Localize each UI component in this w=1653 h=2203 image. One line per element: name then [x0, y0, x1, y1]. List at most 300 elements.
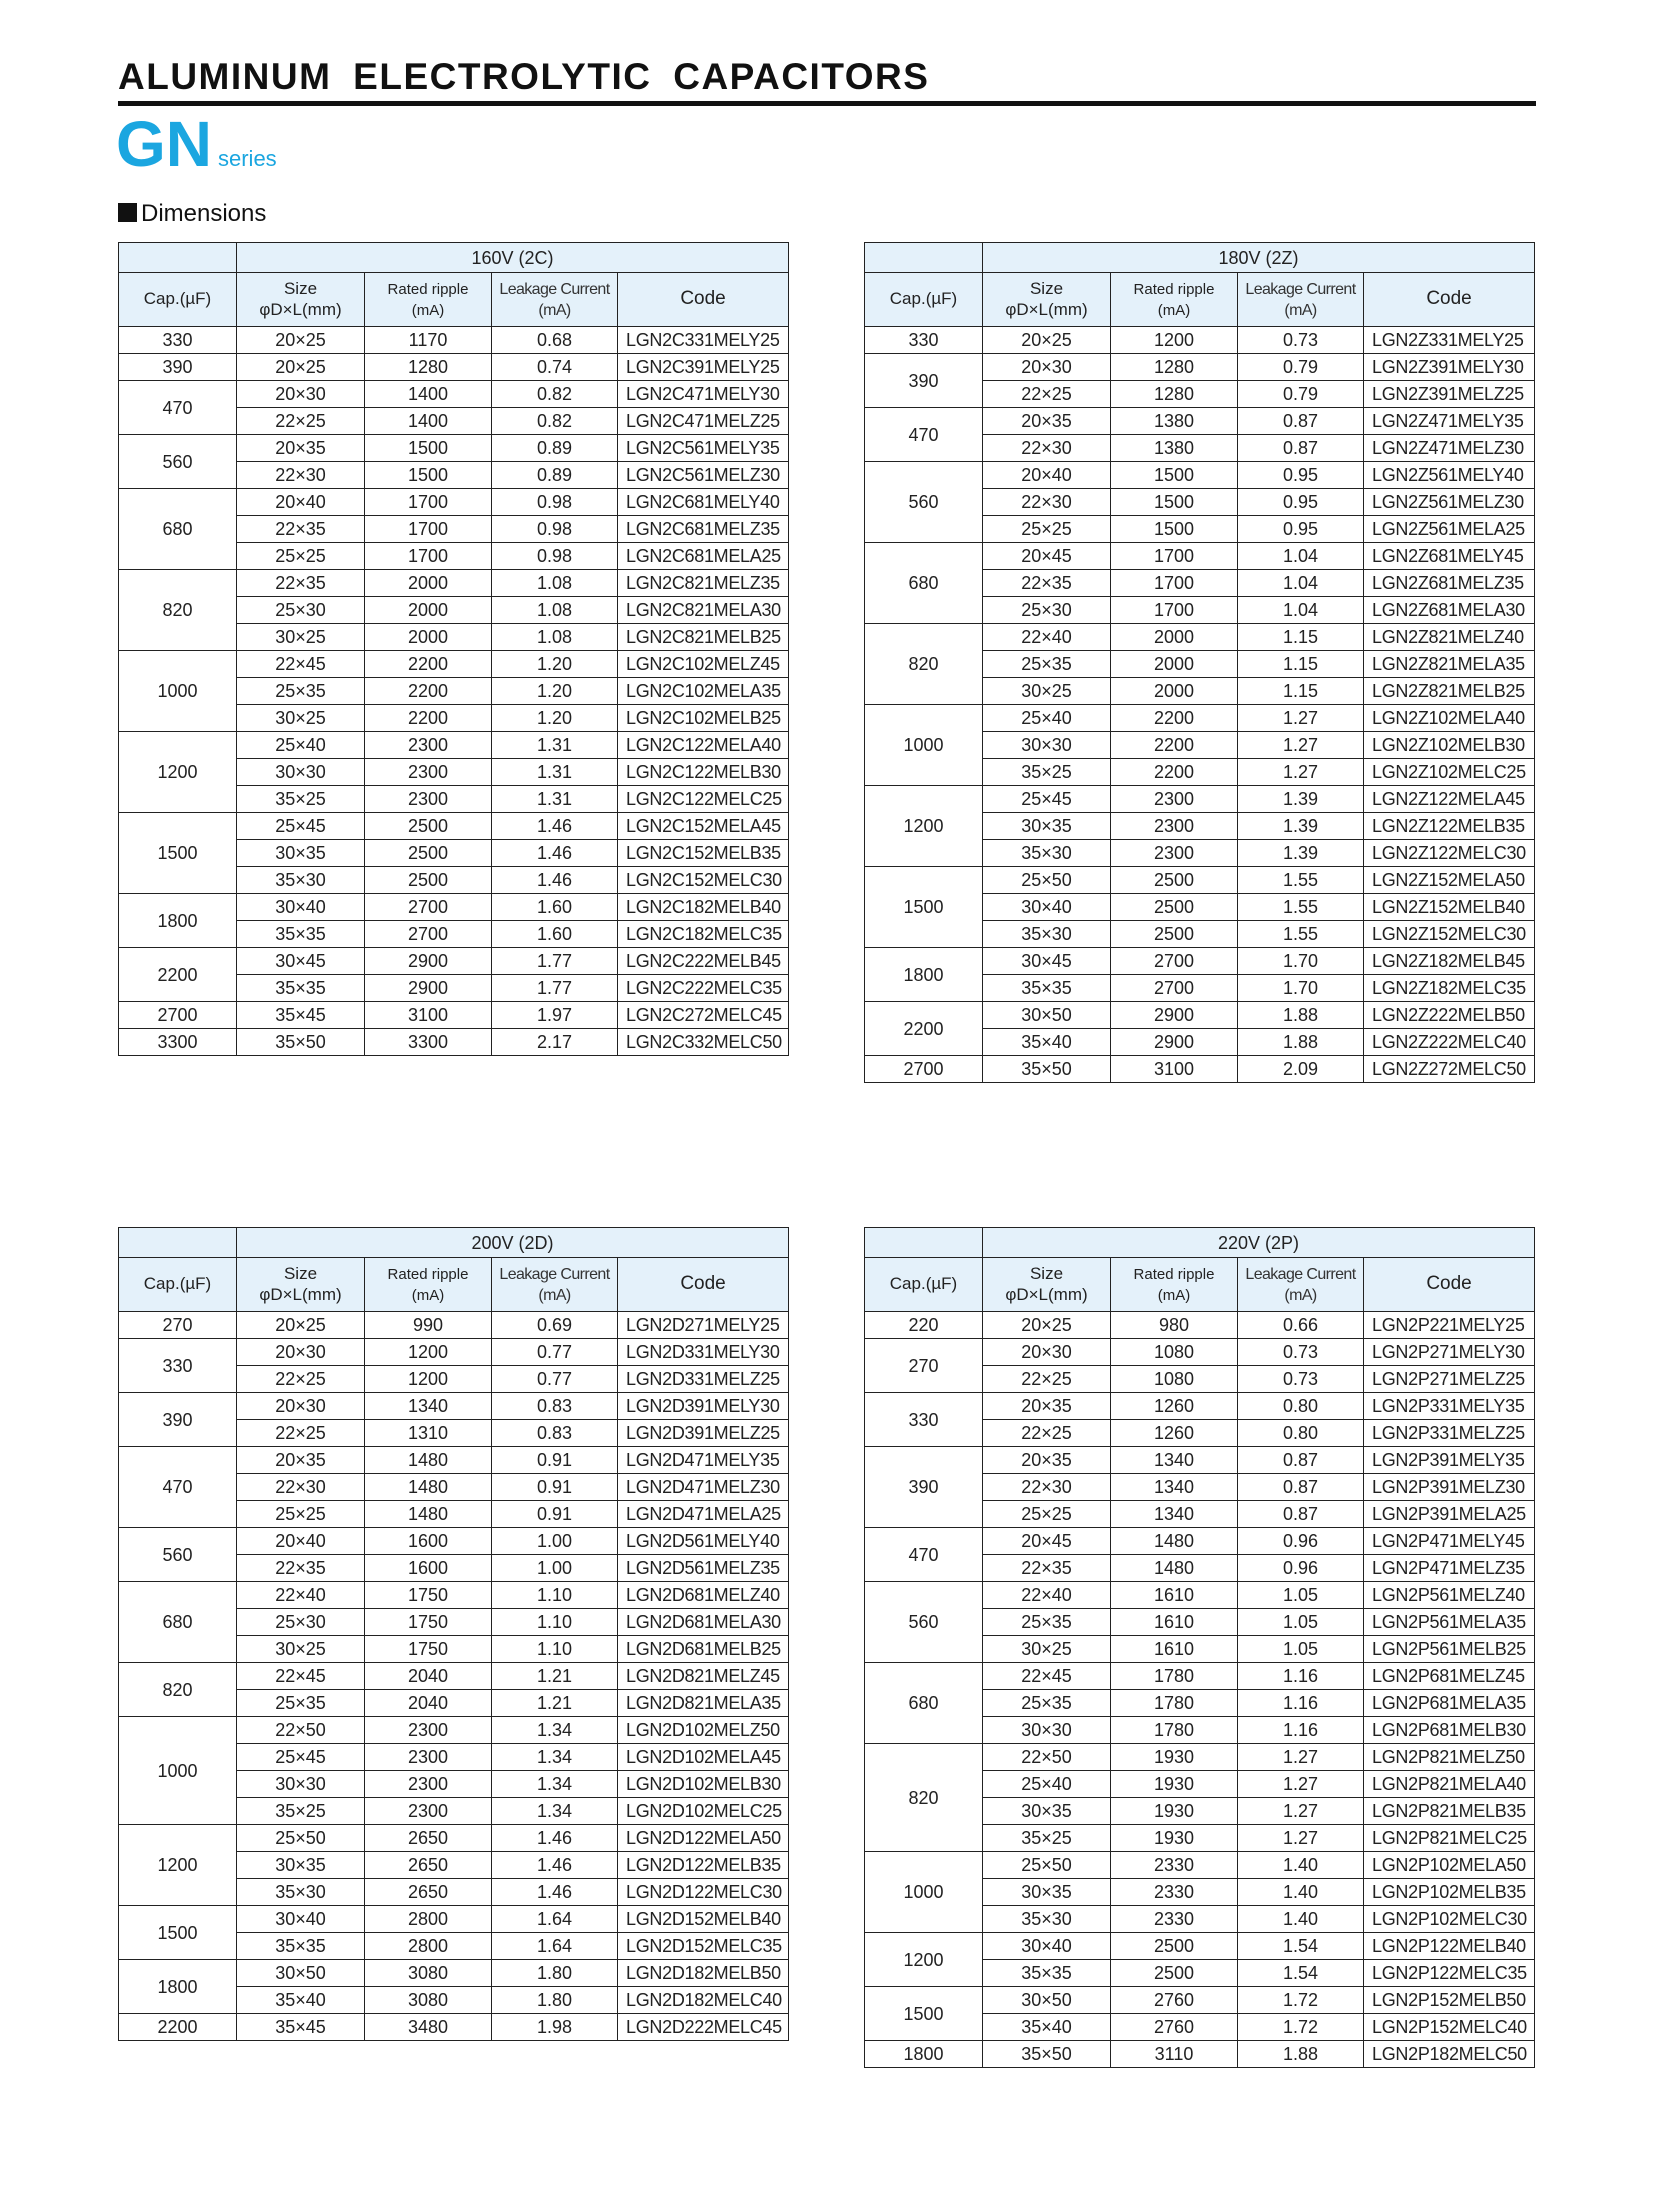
ripple-cell: 2700 — [365, 894, 492, 921]
size-cell: 30×40 — [983, 894, 1111, 921]
leakage-cell: 0.96 — [1238, 1555, 1364, 1582]
leakage-cell: 1.34 — [492, 1717, 618, 1744]
capacitance-cell: 2200 — [119, 948, 237, 1002]
leakage-cell: 1.34 — [492, 1771, 618, 1798]
part-code-cell: LGN2P391MELA25 — [1364, 1501, 1535, 1528]
size-cell: 35×35 — [237, 921, 365, 948]
part-code-cell: LGN2D331MELZ25 — [618, 1366, 789, 1393]
table-row — [119, 1717, 789, 1744]
leakage-cell: 0.89 — [492, 435, 618, 462]
leakage-cell: 0.87 — [1238, 1501, 1364, 1528]
ripple-cell: 2300 — [365, 1771, 492, 1798]
part-code-cell: LGN2P152MELC40 — [1364, 2014, 1535, 2041]
size-cell: 25×40 — [983, 1771, 1111, 1798]
ripple-cell: 3080 — [365, 1960, 492, 1987]
leakage-cell: 1.97 — [492, 1002, 618, 1029]
title-rule — [118, 101, 1536, 106]
leakage-header-line2: (mA) — [538, 301, 571, 319]
part-code-cell: LGN2C152MELB35 — [618, 840, 789, 867]
ripple-cell: 2650 — [365, 1879, 492, 1906]
size-cell: 30×35 — [983, 1798, 1111, 1825]
size-column-header — [983, 273, 1111, 327]
capacitance-cell: 560 — [865, 1582, 983, 1663]
leakage-cell: 1.46 — [492, 867, 618, 894]
ripple-cell: 1610 — [1111, 1582, 1238, 1609]
part-code-cell: LGN2P331MELZ25 — [1364, 1420, 1535, 1447]
part-code-cell: LGN2C561MELY35 — [618, 435, 789, 462]
size-cell: 25×35 — [983, 1690, 1111, 1717]
ripple-cell: 1260 — [1111, 1393, 1238, 1420]
leakage-cell: 0.73 — [1238, 1366, 1364, 1393]
size-cell: 22×30 — [983, 435, 1111, 462]
part-code-cell: LGN2D122MELB35 — [618, 1852, 789, 1879]
size-cell: 30×30 — [983, 732, 1111, 759]
ripple-cell: 3080 — [365, 1987, 492, 2014]
ripple-header-line2: (mA) — [411, 1286, 445, 1304]
voltage-header: 200V (2D) — [237, 1228, 789, 1258]
part-code-cell: LGN2C102MELB25 — [618, 705, 789, 732]
code-column-header: Code — [1364, 273, 1535, 327]
ripple-cell: 3100 — [365, 1002, 492, 1029]
leakage-cell: 1.55 — [1238, 894, 1364, 921]
capacitance-cell: 330 — [865, 1393, 983, 1447]
size-cell: 20×35 — [237, 1447, 365, 1474]
leakage-cell: 1.10 — [492, 1636, 618, 1663]
capacitance-cell: 3300 — [119, 1029, 237, 1056]
part-code-cell: LGN2C222MELB45 — [618, 948, 789, 975]
size-cell: 35×30 — [237, 1879, 365, 1906]
leakage-cell: 1.40 — [1238, 1852, 1364, 1879]
capacitance-cell: 390 — [865, 1447, 983, 1528]
table-row — [119, 1960, 789, 1987]
ripple-cell: 1750 — [365, 1636, 492, 1663]
part-code-cell: LGN2Z821MELB25 — [1364, 678, 1535, 705]
part-code-cell: LGN2P271MELY30 — [1364, 1339, 1535, 1366]
size-cell: 35×25 — [237, 786, 365, 813]
part-code-cell: LGN2D821MELA35 — [618, 1690, 789, 1717]
table-row — [865, 1933, 1535, 1960]
leakage-cell: 1.08 — [492, 597, 618, 624]
leakage-cell: 1.40 — [1238, 1906, 1364, 1933]
part-code-cell: LGN2P152MELB50 — [1364, 1987, 1535, 2014]
part-code-cell: LGN2P821MELB35 — [1364, 1798, 1535, 1825]
leakage-cell: 0.98 — [492, 489, 618, 516]
leakage-cell: 0.69 — [492, 1312, 618, 1339]
capacitance-cell: 330 — [119, 1339, 237, 1393]
leakage-cell: 0.66 — [1238, 1312, 1364, 1339]
ripple-column-header — [365, 1258, 492, 1312]
size-cell: 30×40 — [237, 894, 365, 921]
size-cell: 20×35 — [983, 1447, 1111, 1474]
size-cell: 20×40 — [237, 1528, 365, 1555]
code-column-header: Code — [618, 273, 789, 327]
size-cell: 20×25 — [983, 1312, 1111, 1339]
size-cell: 20×25 — [237, 1312, 365, 1339]
capacitance-cell: 680 — [865, 1663, 983, 1744]
capacitance-cell: 2200 — [865, 1002, 983, 1056]
size-cell: 30×45 — [983, 948, 1111, 975]
leakage-cell: 1.39 — [1238, 840, 1364, 867]
spec-table-180v — [864, 242, 1535, 1083]
leakage-column-header — [492, 273, 618, 327]
ripple-cell: 2500 — [365, 813, 492, 840]
part-code-cell: LGN2Z222MELC40 — [1364, 1029, 1535, 1056]
leakage-cell: 1.20 — [492, 651, 618, 678]
leakage-cell: 1.27 — [1238, 1771, 1364, 1798]
section-heading — [118, 200, 266, 228]
part-code-cell: LGN2D331MELY30 — [618, 1339, 789, 1366]
table-row — [119, 489, 789, 516]
leakage-cell: 1.04 — [1238, 543, 1364, 570]
size-cell: 25×35 — [237, 1690, 365, 1717]
ripple-cell: 3300 — [365, 1029, 492, 1056]
capacitance-cell: 270 — [865, 1339, 983, 1393]
size-cell: 22×25 — [237, 1420, 365, 1447]
table-row — [865, 705, 1535, 732]
ripple-cell: 2300 — [365, 1744, 492, 1771]
leakage-cell: 0.77 — [492, 1339, 618, 1366]
part-code-cell: LGN2D681MELB25 — [618, 1636, 789, 1663]
leakage-cell: 0.77 — [492, 1366, 618, 1393]
ripple-cell: 2900 — [365, 975, 492, 1002]
part-code-cell: LGN2P102MELB35 — [1364, 1879, 1535, 1906]
part-code-cell: LGN2Z102MELA40 — [1364, 705, 1535, 732]
table-row — [865, 624, 1535, 651]
ripple-cell: 1380 — [1111, 408, 1238, 435]
ripple-cell: 1500 — [365, 462, 492, 489]
part-code-cell: LGN2D391MELY30 — [618, 1393, 789, 1420]
ripple-cell: 1930 — [1111, 1744, 1238, 1771]
leakage-cell: 1.34 — [492, 1798, 618, 1825]
part-code-cell: LGN2Z152MELC30 — [1364, 921, 1535, 948]
part-code-cell: LGN2C821MELB25 — [618, 624, 789, 651]
part-code-cell: LGN2Z272MELC50 — [1364, 1056, 1535, 1083]
part-code-cell: LGN2P182MELC50 — [1364, 2041, 1535, 2068]
leakage-cell: 0.96 — [1238, 1528, 1364, 1555]
leakage-cell: 0.80 — [1238, 1420, 1364, 1447]
capacitance-cell: 470 — [865, 1528, 983, 1582]
part-code-cell: LGN2Z561MELA25 — [1364, 516, 1535, 543]
size-header-line1: Size — [283, 1264, 318, 1284]
capacitance-cell: 390 — [119, 1393, 237, 1447]
page-title: ALUMINUM ELECTROLYTIC CAPACITORS — [118, 56, 930, 97]
part-code-cell: LGN2C102MELZ45 — [618, 651, 789, 678]
leakage-cell: 1.16 — [1238, 1663, 1364, 1690]
size-cell: 25×50 — [983, 867, 1111, 894]
part-code-cell: LGN2C681MELY40 — [618, 489, 789, 516]
size-cell: 20×30 — [983, 354, 1111, 381]
leakage-cell: 0.87 — [1238, 435, 1364, 462]
size-header-line2: φD×L(mm) — [1005, 299, 1088, 319]
leakage-header-line2: (mA) — [1284, 301, 1317, 319]
capacitance-cell: 1800 — [119, 894, 237, 948]
size-cell: 35×45 — [237, 2014, 365, 2041]
leakage-cell: 1.27 — [1238, 732, 1364, 759]
size-cell: 22×35 — [237, 516, 365, 543]
part-code-cell: LGN2D271MELY25 — [618, 1312, 789, 1339]
part-code-cell: LGN2Z561MELZ30 — [1364, 489, 1535, 516]
size-cell: 35×40 — [983, 1029, 1111, 1056]
table-row — [865, 1744, 1535, 1771]
ripple-cell: 2000 — [365, 597, 492, 624]
ripple-cell: 2500 — [365, 867, 492, 894]
part-code-cell: LGN2D681MELZ40 — [618, 1582, 789, 1609]
part-code-cell: LGN2P471MELY45 — [1364, 1528, 1535, 1555]
part-code-cell: LGN2P271MELZ25 — [1364, 1366, 1535, 1393]
ripple-cell: 1310 — [365, 1420, 492, 1447]
part-code-cell: LGN2C222MELC35 — [618, 975, 789, 1002]
ripple-cell: 1750 — [365, 1609, 492, 1636]
leakage-cell: 1.72 — [1238, 2014, 1364, 2041]
ripple-cell: 2700 — [1111, 948, 1238, 975]
size-cell: 25×25 — [237, 543, 365, 570]
leakage-header-line1: Leakage Current — [1245, 1266, 1356, 1284]
capacitance-cell: 820 — [119, 570, 237, 651]
ripple-cell: 1340 — [1111, 1501, 1238, 1528]
voltage-header: 220V (2P) — [983, 1228, 1535, 1258]
capacitance-cell: 470 — [119, 1447, 237, 1528]
capacitance-cell: 330 — [865, 327, 983, 354]
size-cell: 35×40 — [237, 1987, 365, 2014]
leakage-cell: 1.08 — [492, 570, 618, 597]
leakage-cell: 0.74 — [492, 354, 618, 381]
ripple-cell: 1610 — [1111, 1609, 1238, 1636]
capacitance-cell: 390 — [119, 354, 237, 381]
ripple-cell: 2800 — [365, 1933, 492, 1960]
leakage-cell: 1.46 — [492, 1879, 618, 1906]
table-row — [865, 543, 1535, 570]
voltage-header: 180V (2Z) — [983, 243, 1535, 273]
table-row — [865, 867, 1535, 894]
size-cell: 22×25 — [983, 1420, 1111, 1447]
part-code-cell: LGN2P122MELB40 — [1364, 1933, 1535, 1960]
leakage-cell: 1.80 — [492, 1960, 618, 1987]
leakage-cell: 2.17 — [492, 1029, 618, 1056]
ripple-header-line2: (mA) — [1157, 301, 1191, 319]
ripple-cell: 2300 — [365, 732, 492, 759]
part-code-cell: LGN2D391MELZ25 — [618, 1420, 789, 1447]
capacitance-cell: 1200 — [119, 1825, 237, 1906]
part-code-cell: LGN2D471MELA25 — [618, 1501, 789, 1528]
part-code-cell: LGN2P561MELZ40 — [1364, 1582, 1535, 1609]
capacitance-cell: 270 — [119, 1312, 237, 1339]
part-code-cell: LGN2C182MELB40 — [618, 894, 789, 921]
cap-column-header: Cap.(µF) — [865, 1258, 983, 1312]
leakage-cell: 1.27 — [1238, 1825, 1364, 1852]
ripple-cell: 1280 — [1111, 354, 1238, 381]
capacitance-cell: 1500 — [119, 1906, 237, 1960]
part-code-cell: LGN2C152MELA45 — [618, 813, 789, 840]
leakage-cell: 1.72 — [1238, 1987, 1364, 2014]
part-code-cell: LGN2C391MELY25 — [618, 354, 789, 381]
ripple-cell: 1200 — [1111, 327, 1238, 354]
ripple-cell: 2200 — [365, 678, 492, 705]
leakage-cell: 1.04 — [1238, 570, 1364, 597]
ripple-cell: 1700 — [365, 516, 492, 543]
size-column-header — [983, 1258, 1111, 1312]
part-code-cell: LGN2C122MELC25 — [618, 786, 789, 813]
size-cell: 35×40 — [983, 2014, 1111, 2041]
leakage-cell: 1.64 — [492, 1906, 618, 1933]
size-cell: 22×45 — [983, 1663, 1111, 1690]
leakage-cell: 0.79 — [1238, 381, 1364, 408]
leakage-header-line2: (mA) — [538, 1286, 571, 1304]
part-code-cell: LGN2D122MELA50 — [618, 1825, 789, 1852]
ripple-cell: 1930 — [1111, 1825, 1238, 1852]
capacitance-cell: 1200 — [865, 786, 983, 867]
size-cell: 25×25 — [983, 516, 1111, 543]
table-row — [119, 1825, 789, 1852]
size-cell: 35×30 — [983, 1906, 1111, 1933]
leakage-header-line2: (mA) — [1284, 1286, 1317, 1304]
ripple-cell: 1930 — [1111, 1771, 1238, 1798]
ripple-cell: 2650 — [365, 1852, 492, 1879]
table-row — [865, 1339, 1535, 1366]
leakage-cell: 1.08 — [492, 624, 618, 651]
size-cell: 30×35 — [983, 813, 1111, 840]
series-word: series — [218, 146, 277, 171]
size-cell: 35×50 — [237, 1029, 365, 1056]
part-code-cell: LGN2D152MELC35 — [618, 1933, 789, 1960]
part-code-cell: LGN2Z182MELC35 — [1364, 975, 1535, 1002]
leakage-cell: 1.77 — [492, 948, 618, 975]
leakage-column-header — [1238, 273, 1364, 327]
leakage-cell: 0.73 — [1238, 327, 1364, 354]
ripple-cell: 1400 — [365, 408, 492, 435]
ripple-cell: 1260 — [1111, 1420, 1238, 1447]
leakage-cell: 1.20 — [492, 678, 618, 705]
code-column-header: Code — [618, 1258, 789, 1312]
table-row — [865, 1663, 1535, 1690]
table-row — [865, 462, 1535, 489]
size-cell: 25×50 — [237, 1825, 365, 1852]
leakage-cell: 1.39 — [1238, 813, 1364, 840]
leakage-cell: 1.31 — [492, 732, 618, 759]
size-cell: 22×35 — [983, 570, 1111, 597]
ripple-cell: 2040 — [365, 1663, 492, 1690]
ripple-cell: 2300 — [365, 1717, 492, 1744]
leakage-cell: 0.80 — [1238, 1393, 1364, 1420]
size-cell: 20×45 — [983, 1528, 1111, 1555]
ripple-cell: 2300 — [1111, 840, 1238, 867]
size-cell: 22×35 — [237, 570, 365, 597]
size-cell: 35×35 — [237, 1933, 365, 1960]
size-cell: 25×40 — [237, 732, 365, 759]
ripple-cell: 3110 — [1111, 2041, 1238, 2068]
part-code-cell: LGN2Z821MELA35 — [1364, 651, 1535, 678]
size-cell: 20×25 — [237, 354, 365, 381]
table-row — [119, 1339, 789, 1366]
size-cell: 22×25 — [983, 381, 1111, 408]
leakage-cell: 1.39 — [1238, 786, 1364, 813]
part-code-cell: LGN2Z821MELZ40 — [1364, 624, 1535, 651]
size-cell: 25×50 — [983, 1852, 1111, 1879]
capacitance-cell: 2700 — [119, 1002, 237, 1029]
ripple-cell: 1480 — [365, 1501, 492, 1528]
part-code-cell: LGN2D182MELC40 — [618, 1987, 789, 2014]
size-cell: 35×45 — [237, 1002, 365, 1029]
size-cell: 30×50 — [983, 1987, 1111, 2014]
size-cell: 22×40 — [983, 1582, 1111, 1609]
leakage-cell: 0.89 — [492, 462, 618, 489]
capacitance-cell: 820 — [865, 1744, 983, 1852]
ripple-cell: 1700 — [1111, 543, 1238, 570]
ripple-cell: 2000 — [365, 570, 492, 597]
part-code-cell: LGN2C152MELC30 — [618, 867, 789, 894]
ripple-header-line1: Rated ripple — [387, 1266, 469, 1284]
leakage-cell: 1.27 — [1238, 1798, 1364, 1825]
capacitance-cell: 820 — [865, 624, 983, 705]
size-header-line2: φD×L(mm) — [259, 1284, 342, 1304]
leakage-cell: 1.77 — [492, 975, 618, 1002]
size-cell: 30×50 — [983, 1002, 1111, 1029]
ripple-cell: 1280 — [1111, 381, 1238, 408]
table-row — [119, 2014, 789, 2041]
capacitance-cell: 330 — [119, 327, 237, 354]
size-cell: 35×35 — [983, 1960, 1111, 1987]
ripple-cell: 2800 — [365, 1906, 492, 1933]
capacitance-cell: 1000 — [865, 705, 983, 786]
leakage-cell: 1.10 — [492, 1582, 618, 1609]
ripple-cell: 2900 — [1111, 1002, 1238, 1029]
size-cell: 20×30 — [983, 1339, 1111, 1366]
size-cell: 25×25 — [237, 1501, 365, 1528]
size-cell: 25×30 — [983, 597, 1111, 624]
table-row — [119, 1582, 789, 1609]
capacitance-cell: 470 — [865, 408, 983, 462]
table-row — [865, 2041, 1535, 2068]
ripple-cell: 1750 — [365, 1582, 492, 1609]
leakage-cell: 0.98 — [492, 516, 618, 543]
capacitance-cell: 680 — [865, 543, 983, 624]
ripple-cell: 2500 — [1111, 867, 1238, 894]
part-code-cell: LGN2P561MELA35 — [1364, 1609, 1535, 1636]
leakage-cell: 0.91 — [492, 1474, 618, 1501]
part-code-cell: LGN2C332MELC50 — [618, 1029, 789, 1056]
part-code-cell: LGN2P102MELC30 — [1364, 1906, 1535, 1933]
size-cell: 30×45 — [237, 948, 365, 975]
ripple-header-line1: Rated ripple — [387, 281, 469, 299]
ripple-column-header — [365, 273, 492, 327]
size-cell: 30×40 — [983, 1933, 1111, 1960]
part-code-cell: LGN2C821MELZ35 — [618, 570, 789, 597]
size-cell: 22×30 — [237, 462, 365, 489]
ripple-cell: 1600 — [365, 1528, 492, 1555]
table-row — [865, 1447, 1535, 1474]
leakage-cell: 1.55 — [1238, 867, 1364, 894]
size-cell: 22×25 — [237, 1366, 365, 1393]
table-row — [865, 354, 1535, 381]
ripple-header-line2: (mA) — [1157, 1286, 1191, 1304]
ripple-cell: 2200 — [365, 705, 492, 732]
size-cell: 20×35 — [237, 435, 365, 462]
ripple-cell: 1500 — [1111, 489, 1238, 516]
ripple-cell: 1200 — [365, 1366, 492, 1393]
leakage-cell: 1.80 — [492, 1987, 618, 2014]
size-cell: 30×30 — [237, 1771, 365, 1798]
part-code-cell: LGN2C182MELC35 — [618, 921, 789, 948]
spec-table-160v — [118, 242, 789, 1056]
part-code-cell: LGN2D102MELB30 — [618, 1771, 789, 1798]
capacitance-cell: 1000 — [119, 1717, 237, 1825]
size-cell: 22×40 — [237, 1582, 365, 1609]
part-code-cell: LGN2Z561MELY40 — [1364, 462, 1535, 489]
size-column-header — [237, 273, 365, 327]
ripple-header-line1: Rated ripple — [1133, 1266, 1215, 1284]
ripple-cell: 3480 — [365, 2014, 492, 2041]
capacitance-cell: 1200 — [865, 1933, 983, 1987]
part-code-cell: LGN2C821MELA30 — [618, 597, 789, 624]
